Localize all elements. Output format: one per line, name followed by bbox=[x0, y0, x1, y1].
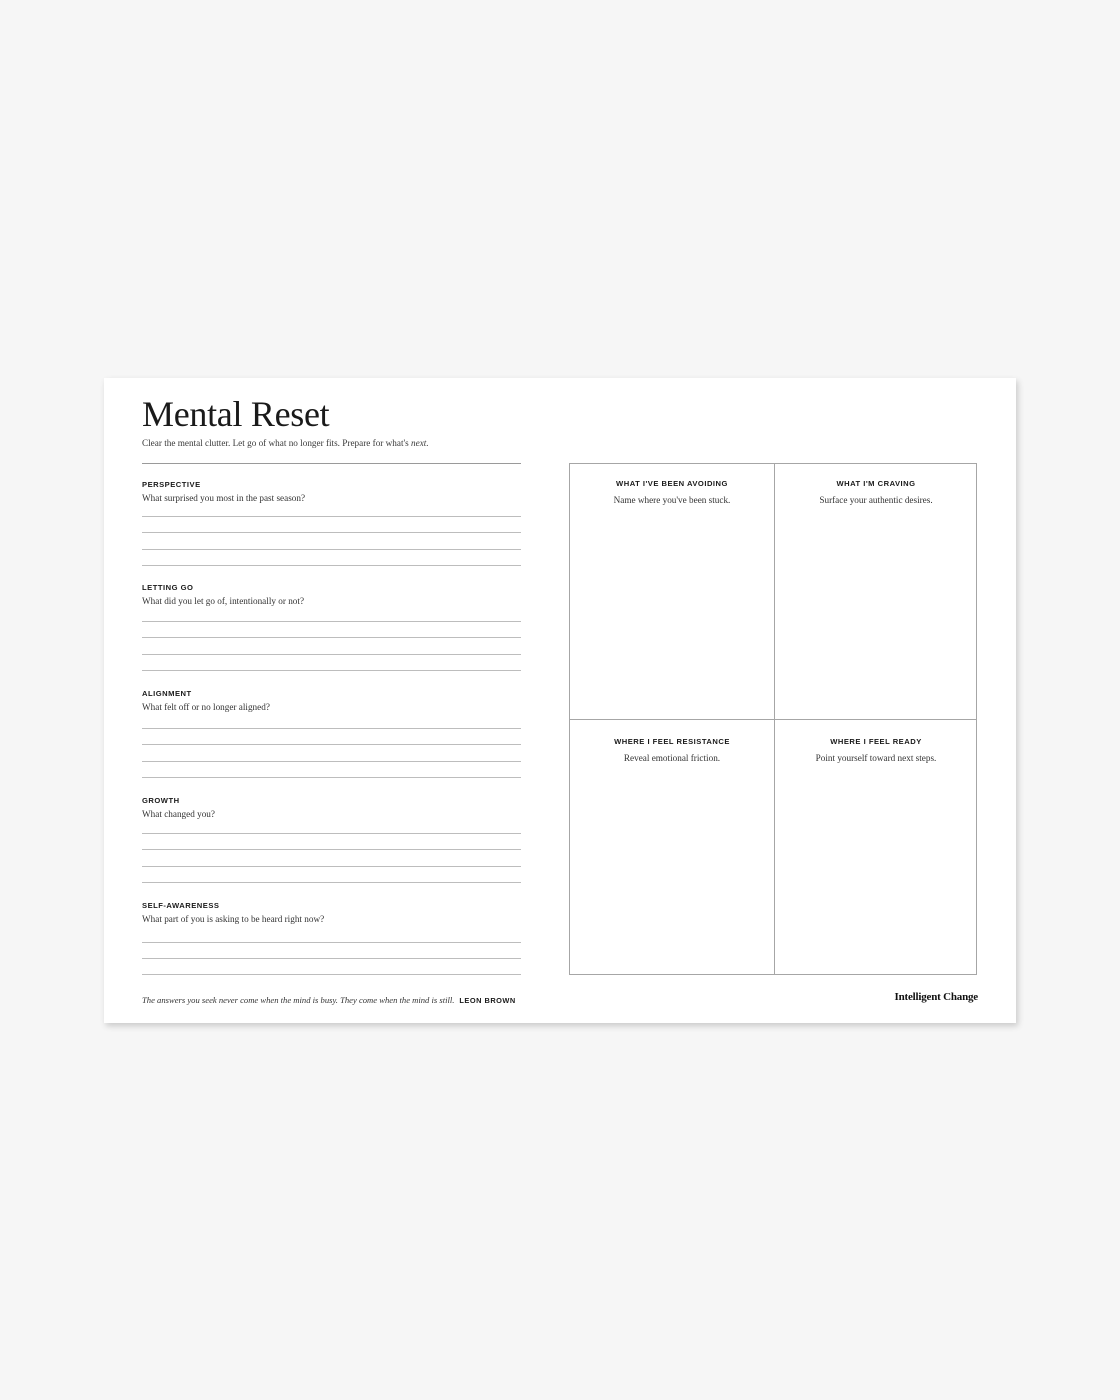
prompt-label: PERSPECTIVE bbox=[142, 480, 201, 489]
grid-cell-label: WHERE I FEEL READY bbox=[830, 737, 922, 746]
grid-cell-avoiding[interactable] bbox=[570, 479, 774, 506]
grid-cell-craving[interactable] bbox=[774, 479, 978, 506]
writing-line[interactable] bbox=[142, 942, 521, 943]
prompt-question: What surprised you most in the past season? bbox=[142, 493, 306, 503]
prompt-label: ALIGNMENT bbox=[142, 689, 192, 698]
grid-cell-label: WHERE I FEEL RESISTANCE bbox=[614, 737, 730, 746]
subtitle-text: Clear the mental clutter. Let go of what no longer fits. Prepare for what's bbox=[142, 438, 409, 448]
prompt-label: LETTING GO bbox=[142, 583, 194, 592]
grid-cell-label: WHAT I'VE BEEN AVOIDING bbox=[616, 479, 728, 488]
writing-line[interactable] bbox=[142, 744, 521, 745]
header-divider bbox=[142, 463, 521, 464]
writing-line[interactable] bbox=[142, 777, 521, 778]
grid-cell-label: WHAT I'M CRAVING bbox=[836, 479, 916, 488]
grid-cell-resistance[interactable] bbox=[570, 737, 774, 764]
prompt-label: SELF-AWARENESS bbox=[142, 901, 220, 910]
writing-line[interactable] bbox=[142, 833, 521, 834]
writing-line[interactable] bbox=[142, 882, 521, 883]
writing-line[interactable] bbox=[142, 549, 521, 550]
writing-line[interactable] bbox=[142, 621, 521, 622]
writing-line[interactable] bbox=[142, 532, 521, 533]
prompt-question: What felt off or no longer aligned? bbox=[142, 702, 270, 712]
subtitle-emphasis: next. bbox=[411, 438, 429, 448]
writing-line[interactable] bbox=[142, 974, 521, 975]
grid-cell-description: Name where you've been stuck. bbox=[613, 495, 731, 505]
prompt-label: GROWTH bbox=[142, 796, 180, 805]
prompt-question: What part of you is asking to be heard right now? bbox=[142, 914, 325, 924]
writing-line[interactable] bbox=[142, 849, 521, 850]
footer-quote bbox=[142, 993, 516, 1007]
brand-logo: Intelligent Change bbox=[894, 991, 978, 1003]
worksheet-page bbox=[104, 378, 1016, 1023]
grid-cell-description: Point yourself toward next steps. bbox=[815, 753, 937, 763]
grid-cell-description: Surface your authentic desires. bbox=[819, 495, 933, 505]
reflection-grid bbox=[569, 463, 977, 975]
writing-line[interactable] bbox=[142, 516, 521, 517]
writing-line[interactable] bbox=[142, 761, 521, 762]
writing-line[interactable] bbox=[142, 654, 521, 655]
quote-text: The answers you seek never come when the mind is busy. They come when the mind is still. bbox=[142, 995, 455, 1005]
writing-line[interactable] bbox=[142, 637, 521, 638]
grid-cell-description: Reveal emotional friction. bbox=[623, 753, 721, 763]
grid-horizontal-divider bbox=[570, 719, 976, 720]
writing-line[interactable] bbox=[142, 670, 521, 671]
writing-line[interactable] bbox=[142, 866, 521, 867]
page-subtitle bbox=[142, 437, 429, 449]
grid-cell-ready[interactable] bbox=[774, 737, 978, 764]
writing-line[interactable] bbox=[142, 565, 521, 566]
page-title: Mental Reset bbox=[142, 394, 330, 434]
writing-line[interactable] bbox=[142, 728, 521, 729]
prompt-question: What changed you? bbox=[142, 809, 215, 819]
prompt-question: What did you let go of, intentionally or not? bbox=[142, 596, 305, 606]
writing-line[interactable] bbox=[142, 958, 521, 959]
quote-author: LEON BROWN bbox=[459, 996, 516, 1005]
